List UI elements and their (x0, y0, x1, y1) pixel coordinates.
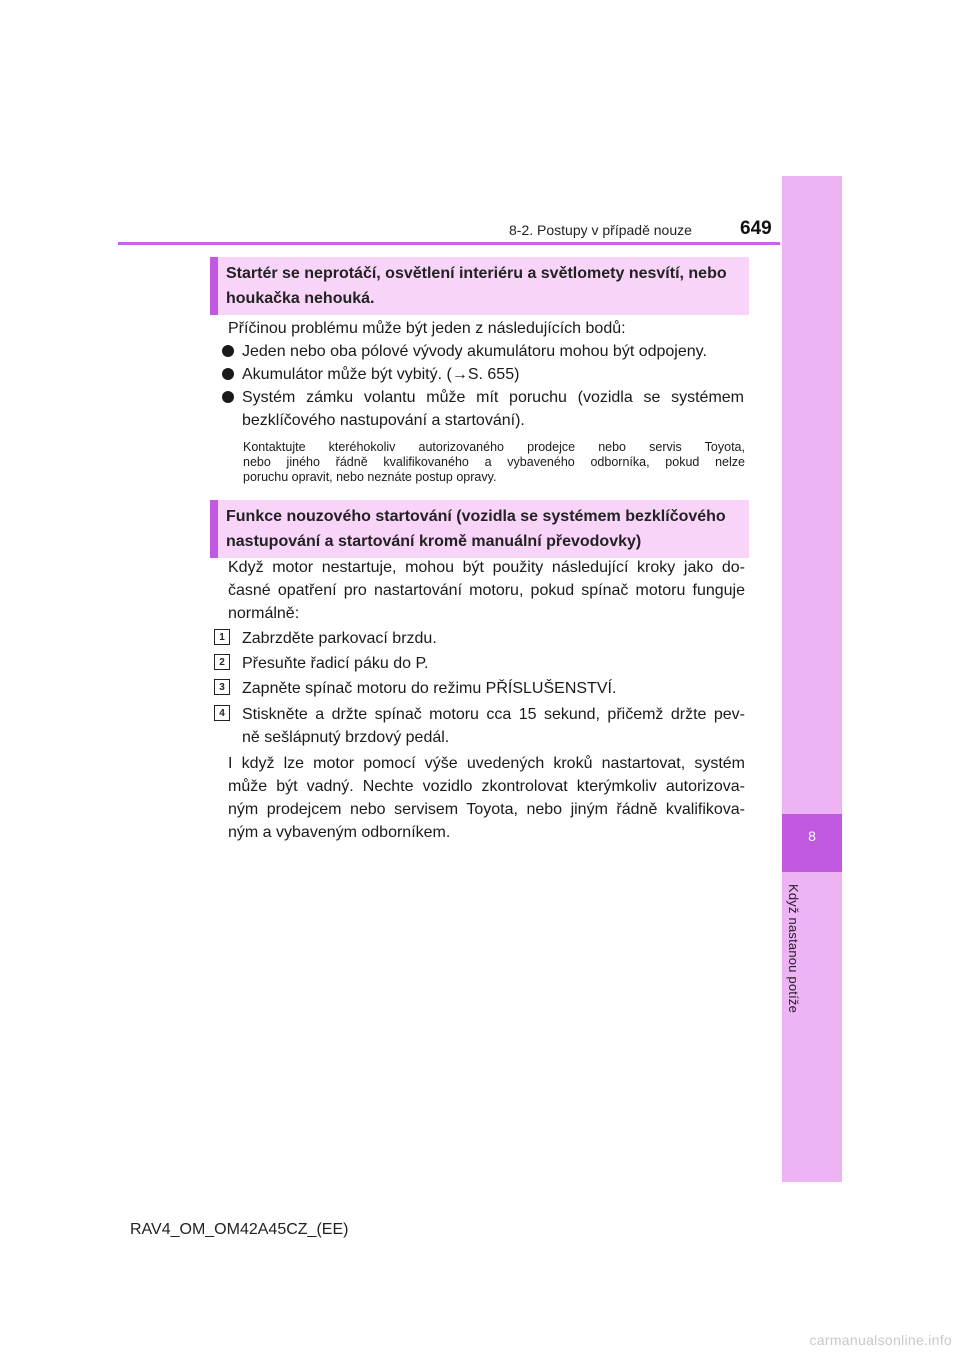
step-text: Stiskněte a držte spínač motoru cca 15 sekund, přičemž držte pev- (242, 706, 745, 723)
section-heading-line: Funkce nouzového startování (vozidla se systémem bezklíčového (226, 508, 726, 525)
note-line: Kontaktujte kteréhokoliv autorizovaného prodejce nebo servis Toyota, (243, 440, 745, 454)
bullet-icon (222, 368, 234, 380)
section2-outro-line: I když lze motor pomocí výše uvedených kroků nastartovat, systém (228, 755, 745, 772)
step-text: Zapněte spínač motoru do režimu PŘÍSLUŠENSTVÍ. (242, 680, 617, 697)
step-text: Zabrzděte parkovací brzdu. (242, 630, 437, 647)
section-heading-emergency-start (210, 500, 749, 558)
section2-intro-line: normálně: (228, 605, 300, 622)
header-section-title: 8-2. Postupy v případě nouze (509, 222, 692, 238)
document-code: RAV4_OM_OM42A45CZ_(EE) (130, 1221, 349, 1238)
chapter-label: Když nastanou potíže (786, 884, 801, 1014)
section-heading-line: Startér se neprotáčí, osvětlení interiéru a světlomety nesvítí, nebo (226, 265, 727, 282)
section-heading-line: houkačka nehouká. (226, 290, 375, 307)
section1-intro: Příčinou problému může být jeden z následujících bodů: (228, 320, 626, 337)
step-text: ně sešlápnutý brzdový pedál. (242, 729, 450, 746)
step-number-badge: 2 (214, 654, 230, 670)
list-item-text: bezklíčového nastupování a startování). (242, 412, 525, 429)
note-line: poruchu opravit, nebo neznáte postup opravy. (243, 470, 497, 484)
watermark-text: carmanualsonline.info (809, 1332, 952, 1348)
chapter-side-tab (782, 176, 842, 1182)
chapter-number: 8 (808, 828, 816, 844)
list-item-text: Systém zámku volantu může mít poruchu (vozidla se systémem (242, 389, 744, 406)
section2-intro-line: Když motor nestartuje, mohou být použity následující kroky jako do- (228, 559, 745, 576)
section2-outro-line: ným prodejcem nebo servisem Toyota, nebo jiným řádně kvalifikova- (228, 801, 745, 818)
section2-outro-line: ným a vybaveným odborníkem. (228, 824, 451, 841)
list-item-text: Jeden nebo oba pólové vývody akumulátoru mohou být odpojeny. (242, 343, 707, 360)
page-number: 649 (740, 218, 772, 239)
step-text: Přesuňte řadicí páku do P. (242, 655, 429, 672)
step-number-badge: 1 (214, 629, 230, 645)
header-divider (118, 242, 780, 245)
section-heading-line: nastupování a startování kromě manuální převodovky) (226, 533, 642, 550)
step-number-badge: 3 (214, 679, 230, 695)
step-number-badge: 4 (214, 705, 230, 721)
list-item-text: Akumulátor může být vybitý. (→S. 655) (242, 366, 520, 383)
bullet-icon (222, 391, 234, 403)
bullet-icon (222, 345, 234, 357)
note-line: nebo jiného řádně kvalifikovaného a vybaveného odborníka, pokud nelze (243, 455, 745, 469)
section-heading-starter (210, 257, 749, 315)
section2-intro-line: časné opatření pro nastartování motoru, pokud spínač motoru funguje (228, 582, 745, 599)
section2-outro-line: může být vadný. Nechte vozidlo zkontrolovat kterýmkoliv autorizova- (228, 778, 745, 795)
